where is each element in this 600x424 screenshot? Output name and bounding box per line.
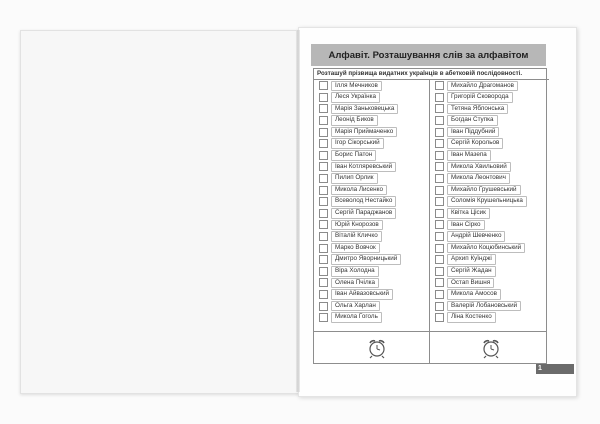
name-entry [314, 231, 429, 243]
name-label: Микола Хвильовий [447, 162, 511, 173]
name-entry [314, 277, 429, 289]
name-entry [314, 300, 429, 312]
name-label: Тетяна Яблонська [447, 104, 508, 115]
alarm-clock-icon [480, 337, 502, 359]
alarm-clock-icon [366, 337, 388, 359]
order-checkbox[interactable] [319, 186, 328, 195]
name-entry [430, 92, 546, 104]
left-blank-page [20, 30, 300, 394]
name-label: Ігор Сікорський [331, 138, 384, 149]
name-entry [430, 161, 546, 173]
order-checkbox[interactable] [435, 313, 444, 322]
order-checkbox[interactable] [435, 81, 444, 90]
order-checkbox[interactable] [435, 151, 444, 160]
order-checkbox[interactable] [435, 278, 444, 287]
name-label: Марія Заньковецька [331, 104, 398, 115]
order-checkbox[interactable] [319, 197, 328, 206]
instruction-text: Розташуй прізвища видатних українців в абетковій послідовності. [314, 69, 549, 80]
name-entry [430, 80, 546, 92]
name-entry [314, 184, 429, 196]
order-checkbox[interactable] [319, 232, 328, 241]
name-label: Всеволод Нестайко [331, 196, 396, 207]
name-entry [430, 126, 546, 138]
name-label: Микола Леонтович [447, 173, 510, 184]
name-label: Андрій Шевченко [447, 231, 505, 242]
name-label: Марко Вовчок [331, 243, 380, 254]
worksheet-table [313, 68, 547, 364]
name-entry [430, 219, 546, 231]
name-label: Віра Холодна [331, 266, 379, 277]
name-label: Леонід Биков [331, 115, 378, 126]
name-label: Пилип Орлик [331, 173, 378, 184]
order-checkbox[interactable] [319, 81, 328, 90]
worksheet-title: Алфавіт. Розташування слів за алфавітом [311, 44, 546, 66]
name-entry [430, 231, 546, 243]
name-label: Микола Амосов [447, 289, 501, 300]
order-checkbox[interactable] [319, 151, 328, 160]
name-label: Микола Гоголь [331, 312, 382, 323]
name-label: Олена Пчілка [331, 278, 379, 289]
order-checkbox[interactable] [435, 255, 444, 264]
name-entry [430, 266, 546, 278]
name-entry [314, 312, 429, 324]
name-label: Іван Котляревський [331, 162, 396, 173]
name-label: Сергій Корольов [447, 138, 503, 149]
order-checkbox[interactable] [435, 93, 444, 102]
name-entry [430, 150, 546, 162]
name-entry [430, 138, 546, 150]
names-column-right [430, 80, 546, 331]
order-checkbox[interactable] [319, 116, 328, 125]
name-entry [314, 92, 429, 104]
order-checkbox[interactable] [319, 278, 328, 287]
name-entry [314, 208, 429, 220]
order-checkbox[interactable] [435, 290, 444, 299]
order-checkbox[interactable] [435, 174, 444, 183]
name-entry [314, 103, 429, 115]
name-label: Іван Сірко [447, 220, 485, 231]
order-checkbox[interactable] [319, 220, 328, 229]
order-checkbox[interactable] [435, 232, 444, 241]
order-checkbox[interactable] [435, 244, 444, 253]
order-checkbox[interactable] [435, 116, 444, 125]
name-label: Михайло Драгоманов [447, 81, 518, 92]
name-entry [430, 254, 546, 266]
name-label: Архип Куїнджі [447, 254, 496, 265]
name-entry [430, 184, 546, 196]
name-label: Михайло Коцюбинський [447, 243, 525, 254]
order-checkbox[interactable] [319, 162, 328, 171]
name-entry [314, 196, 429, 208]
order-checkbox[interactable] [435, 104, 444, 113]
order-checkbox[interactable] [319, 290, 328, 299]
book-spine [296, 30, 300, 392]
page-number-badge [536, 364, 574, 374]
names-column-left [314, 80, 430, 331]
name-label: Квітка Цісик [447, 208, 490, 219]
name-entry [314, 242, 429, 254]
name-entry [430, 289, 546, 301]
name-entry [430, 115, 546, 127]
name-entry [430, 242, 546, 254]
order-checkbox[interactable] [435, 197, 444, 206]
name-label: Богдан Ступка [447, 115, 498, 126]
order-checkbox[interactable] [435, 220, 444, 229]
name-entry [314, 115, 429, 127]
name-label: Микола Лисенко [331, 185, 387, 196]
name-label: Валерій Лобановський [447, 301, 521, 312]
name-label: Соломія Крушельницька [447, 196, 527, 207]
order-checkbox[interactable] [319, 313, 328, 322]
order-checkbox[interactable] [319, 209, 328, 218]
name-entry [314, 266, 429, 278]
name-label: Дмитро Яворницький [331, 254, 401, 265]
name-label: Ліна Костенко [447, 312, 496, 323]
name-label: Ілля Мечников [331, 81, 382, 92]
name-entry [314, 80, 429, 92]
order-checkbox[interactable] [319, 174, 328, 183]
name-label: Григорій Сковорода [447, 92, 513, 103]
order-checkbox[interactable] [435, 209, 444, 218]
name-entry [430, 300, 546, 312]
name-entry [430, 196, 546, 208]
name-label: Юрій Кнорозов [331, 220, 383, 231]
order-checkbox[interactable] [319, 302, 328, 311]
name-label: Сергій Жадан [447, 266, 496, 277]
order-checkbox[interactable] [319, 139, 328, 148]
name-entry [430, 173, 546, 185]
name-entry [314, 254, 429, 266]
name-entry [314, 150, 429, 162]
order-checkbox[interactable] [435, 302, 444, 311]
name-entry [314, 126, 429, 138]
name-label: Остап Вишня [447, 278, 494, 289]
order-checkbox[interactable] [435, 139, 444, 148]
clock-row [314, 331, 546, 364]
name-label: Іван Айвазовський [331, 289, 393, 300]
name-label: Михайло Грушевський [447, 185, 521, 196]
page-number: 1 [538, 365, 542, 372]
name-label: Віталій Кличко [331, 231, 382, 242]
name-entry [430, 277, 546, 289]
order-checkbox[interactable] [435, 267, 444, 276]
order-checkbox[interactable] [319, 104, 328, 113]
name-label: Іван Мазепа [447, 150, 491, 161]
order-checkbox[interactable] [435, 128, 444, 137]
name-entry [430, 103, 546, 115]
order-checkbox[interactable] [435, 186, 444, 195]
name-label: Борис Патон [331, 150, 376, 161]
name-entry [314, 219, 429, 231]
order-checkbox[interactable] [319, 93, 328, 102]
name-label: Леся Українка [331, 92, 380, 103]
order-checkbox[interactable] [435, 162, 444, 171]
name-entry [430, 312, 546, 324]
name-entry [314, 161, 429, 173]
name-label: Марія Приймаченко [331, 127, 397, 138]
order-checkbox[interactable] [319, 244, 328, 253]
name-label: Сергій Параджанов [331, 208, 396, 219]
order-checkbox[interactable] [319, 267, 328, 276]
name-entry [430, 208, 546, 220]
order-checkbox[interactable] [319, 255, 328, 264]
name-entry [314, 289, 429, 301]
clock-divider [429, 332, 430, 364]
name-entry [314, 173, 429, 185]
name-label: Ольга Харлан [331, 301, 380, 312]
name-entry [314, 138, 429, 150]
name-label: Іван Піддубний [447, 127, 499, 138]
order-checkbox[interactable] [319, 128, 328, 137]
